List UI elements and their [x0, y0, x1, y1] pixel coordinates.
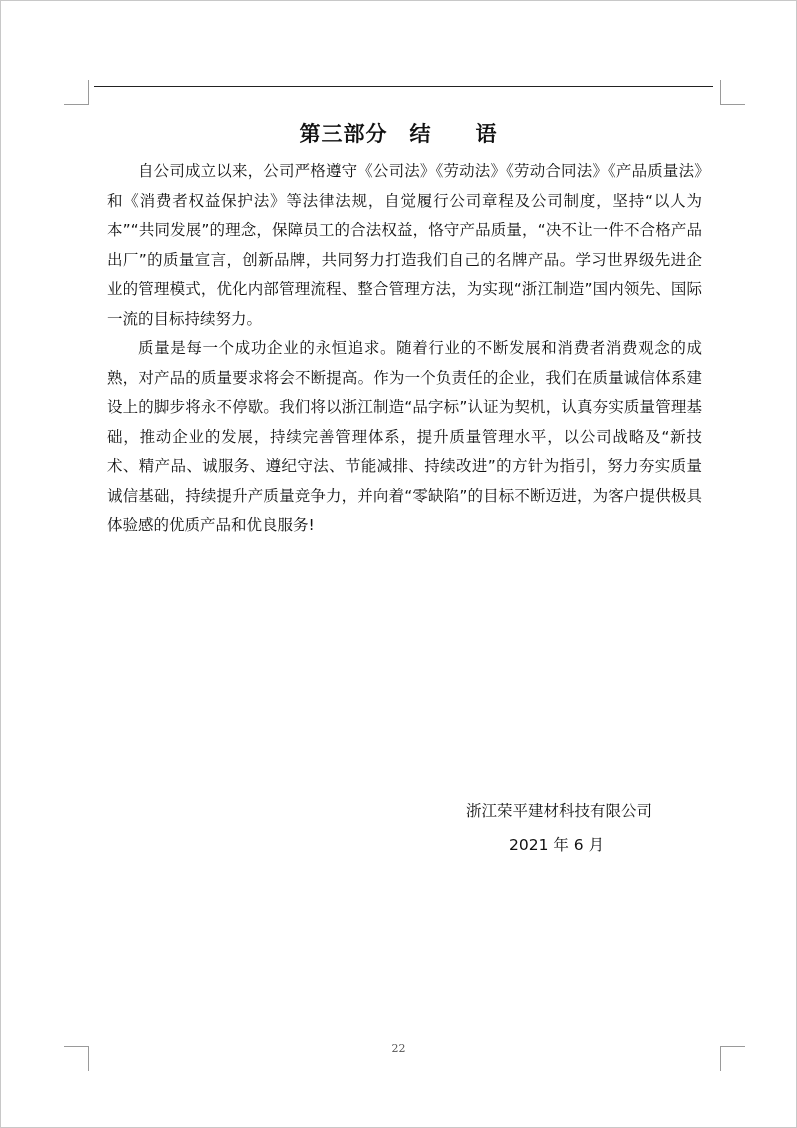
title-char-2: 语 [475, 122, 498, 147]
title-section: 第三部分 [299, 122, 388, 147]
signature-date: 2021 年 6 月 [509, 836, 605, 854]
body-text [107, 157, 702, 541]
signature-company: 浙江荣平建材科技有限公司 [466, 802, 653, 820]
crop-mark-top-right [720, 80, 745, 105]
paragraph-2: 质量是每一个成功企业的永恒追求。随着行业的不断发展和消费者消费观念的成熟，对产品的质量要求将会不断提高。作为一个负责任的企业，我们在质量诚信体系建设上的脚步将永不停歇。我们将以浙江制造“品字标”认证为契机，认真夯实质量管理基础，推动企业的发展，持续完善管理体系，提升质量管理水平，以公司战略及“新技术、精产品、诚服务、遵纪守法、节能减排、持续改进”的方针为指引，努力夯实质量诚信基础，持续提升产质量竞争力，并向着“零缺陷”的目标不断迈进，为客户提供极具体验感的优质产品和优良服务! [107, 339, 702, 534]
page-number: 22 [391, 1042, 406, 1055]
page-title [0, 118, 797, 148]
title-char-1: 结 [409, 122, 432, 147]
crop-mark-top-left [64, 80, 89, 105]
paragraph-1: 自公司成立以来，公司严格遵守《公司法》《劳动法》《劳动合同法》《产品质量法》和《消费者权益保护法》等法律法规，自觉履行公司章程及公司制度，坚持“以人为本”“共同发展”的理念，保障员工的合法权益，恪守产品质量，“决不让一件不合格产品出厂”的质量宣言，创新品牌，共同努力打造我们自己的名牌产品。学习世界级先进企业的管理模式，优化内部管理流程、整合管理方法，为实现“浙江制造”国内领先、国际一流的目标持续努力。 [107, 162, 702, 328]
header-rule [94, 86, 713, 87]
